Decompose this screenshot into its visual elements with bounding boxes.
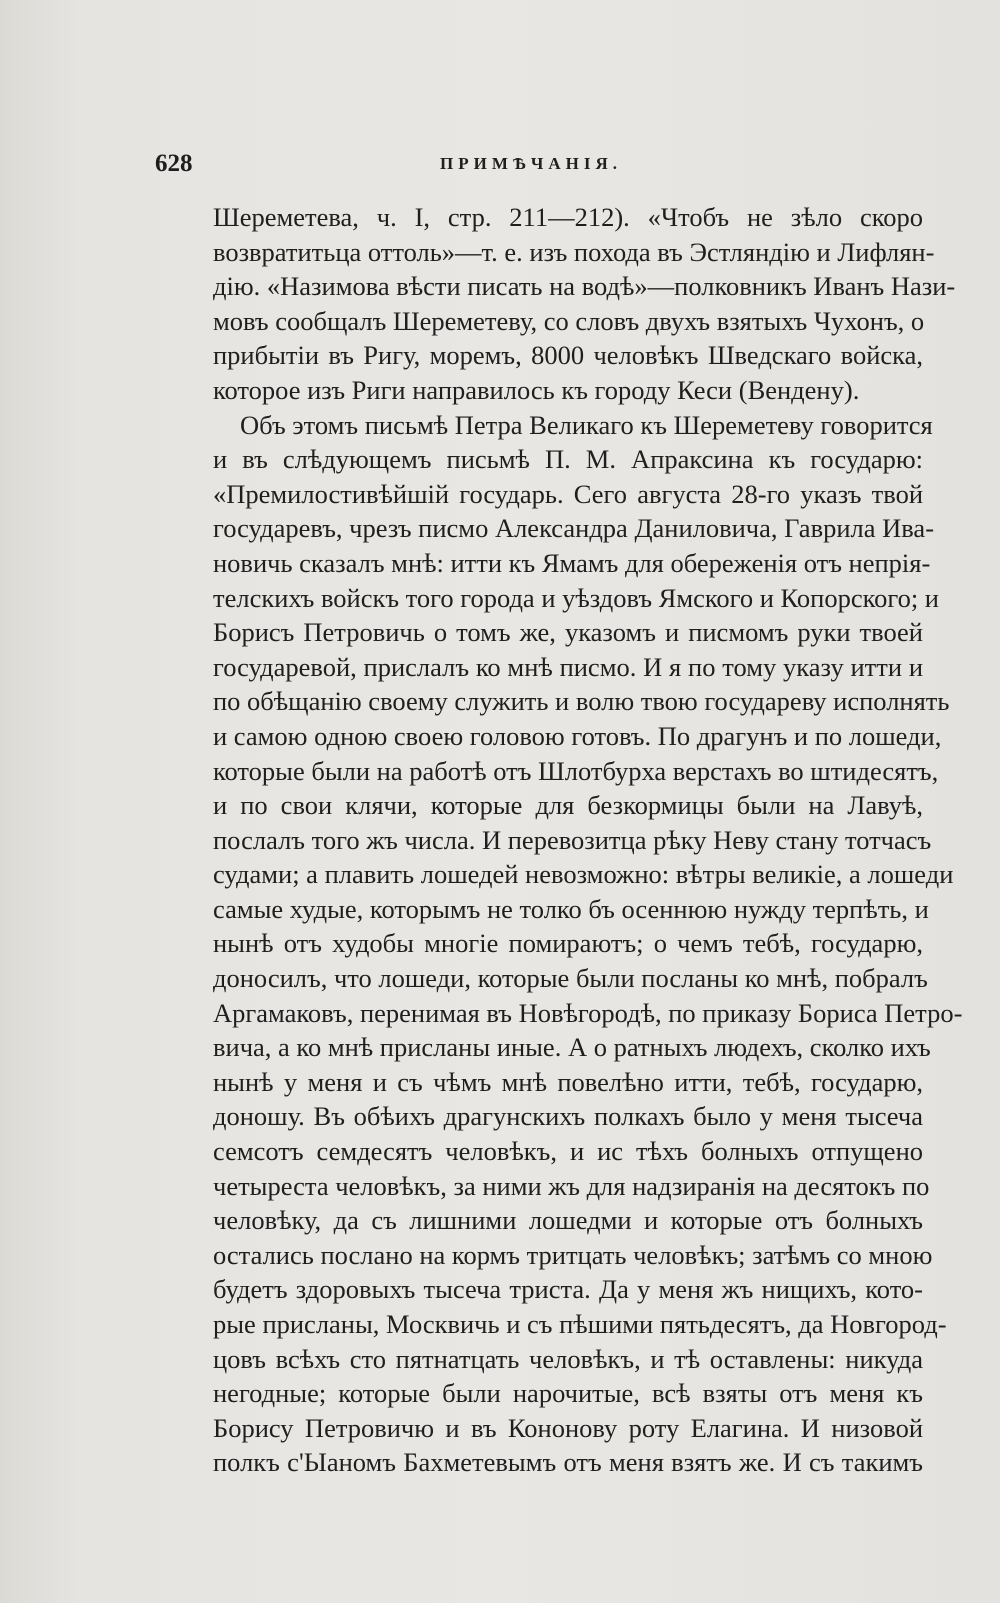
text-line: которые были на работѣ отъ Шлотбурха верстахъ во штидесятъ, — [213, 755, 939, 786]
text-line: семсотъ семдесятъ человѣкъ, и ис тѣхъ болныхъ отпущено — [213, 1136, 923, 1167]
text-line: Борисъ Петровичь о томъ же, указомъ и писмомъ руки твоей — [213, 617, 923, 648]
text-line: человѣку, да съ лишними лошедми и которые отъ болныхъ — [213, 1205, 923, 1236]
text-line: нынѣ отъ худобы многіе помираютъ; о чемъ тебѣ, государю, — [213, 928, 923, 959]
text-line: вича, а ко мнѣ присланы иные. А о ратныхъ людехъ, сколко ихъ — [213, 1032, 931, 1063]
text-line: самые худые, которымъ не толко бъ осеннюю нужду терпѣть, и — [213, 893, 929, 924]
text-line: возвратитьца оттоль»—т. е. изъ похода въ Эстляндію и Лифлян- — [213, 236, 935, 267]
text-line: доносилъ, что лошеди, которые были посланы ко мнѣ, побралъ — [213, 963, 928, 994]
text-line: полкъ с'Ыаномъ Бахметевымъ отъ меня взятъ же. И съ такимъ — [213, 1447, 923, 1478]
text-line: Аргамаковъ, перенимая въ Новѣгородѣ, по приказу Бориса Петро- — [213, 997, 963, 1028]
text-line: по обѣщанію своему служить и волю твою государеву исполнять — [213, 686, 950, 717]
text-line: дію. «Назимова вѣсти писать на водѣ»—полковникъ Иванъ Нази- — [213, 271, 956, 302]
text-line: и въ слѣдующемъ письмѣ П. М. Апраксина къ государю: — [213, 444, 923, 475]
text-line: которое изъ Риги направилось къ городу Кеси (Вендену). — [213, 374, 860, 405]
text-line: государевой, прислалъ ко мнѣ писмо. И я по тому указу итти и — [213, 651, 923, 682]
text-line: доношу. Въ обѣихъ драгунскихъ полкахъ было у меня тысеча — [213, 1101, 923, 1132]
body-text — [213, 200, 963, 1480]
text-line: негодные; которые были нарочитые, всѣ взяты отъ меня къ — [213, 1378, 923, 1409]
page-header — [155, 150, 925, 180]
running-title: ПРИМѢЧАНІЯ. — [440, 154, 622, 173]
text-line: рые присланы, Москвичь и съ пѣшими пятьдесятъ, да Новгород- — [213, 1309, 947, 1339]
text-line: будетъ здоровыхъ тысеча триста. Да у меня жъ нищихъ, кото- — [213, 1274, 923, 1305]
text-line: прибытіи въ Ригу, моремъ, 8000 человѣкъ Шведскаго войска, — [213, 340, 923, 371]
text-line: и по свои клячи, которые для безкормицы были на Лавуѣ, — [213, 790, 923, 821]
text-line: мовъ сообщалъ Шереметеву, со словъ двухъ взятыхъ Чухонъ, о — [213, 305, 925, 336]
text-line: нынѣ у меня и съ чѣмъ мнѣ повелѣно итти, тебѣ, государю, — [213, 1066, 923, 1097]
text-line: Шереметева, ч. I, стр. 211—212). «Чтобъ не зѣло скоро — [213, 202, 923, 232]
text-line: послалъ того жъ числа. И перевозитца рѣку Неву стану тотчасъ — [213, 824, 932, 855]
text-line: цовъ всѣхъ сто пятнатцать человѣкъ, и тѣ оставлены: никуда — [213, 1343, 923, 1374]
text-line: новичь сказалъ мнѣ: итти къ Ямамъ для обереженія отъ непрія- — [213, 547, 931, 578]
text-line: судами; а плавить лошедей невозможно: вѣтры великіе, а лошеди — [213, 859, 954, 890]
text-line: «Премилостивѣйшій государь. Сего августа 28-го указъ твой — [213, 478, 923, 509]
page-number: 628 — [155, 150, 193, 177]
text-line: телскихъ войскъ того города и уѣздовъ Ямского и Копорского; и — [213, 582, 939, 613]
text-line: Борису Петровичю и въ Кононову роту Елагина. И низовой — [213, 1412, 923, 1443]
text-line: государевъ, чрезъ писмо Александра Даниловича, Гаврила Ива- — [213, 513, 935, 544]
text-line: и самою одною своею головою готовъ. По драгунъ и по лошеди, — [213, 720, 942, 751]
text-line: Объ этомъ письмѣ Петра Великаго къ Шереметеву говорится — [240, 409, 933, 440]
text-line: четыреста человѣкъ, за ними жъ для надзиранія на десятокъ по — [213, 1170, 930, 1201]
text-line: остались послано на кормъ тритцать человѣкъ; затѣмъ со мною — [213, 1239, 933, 1270]
